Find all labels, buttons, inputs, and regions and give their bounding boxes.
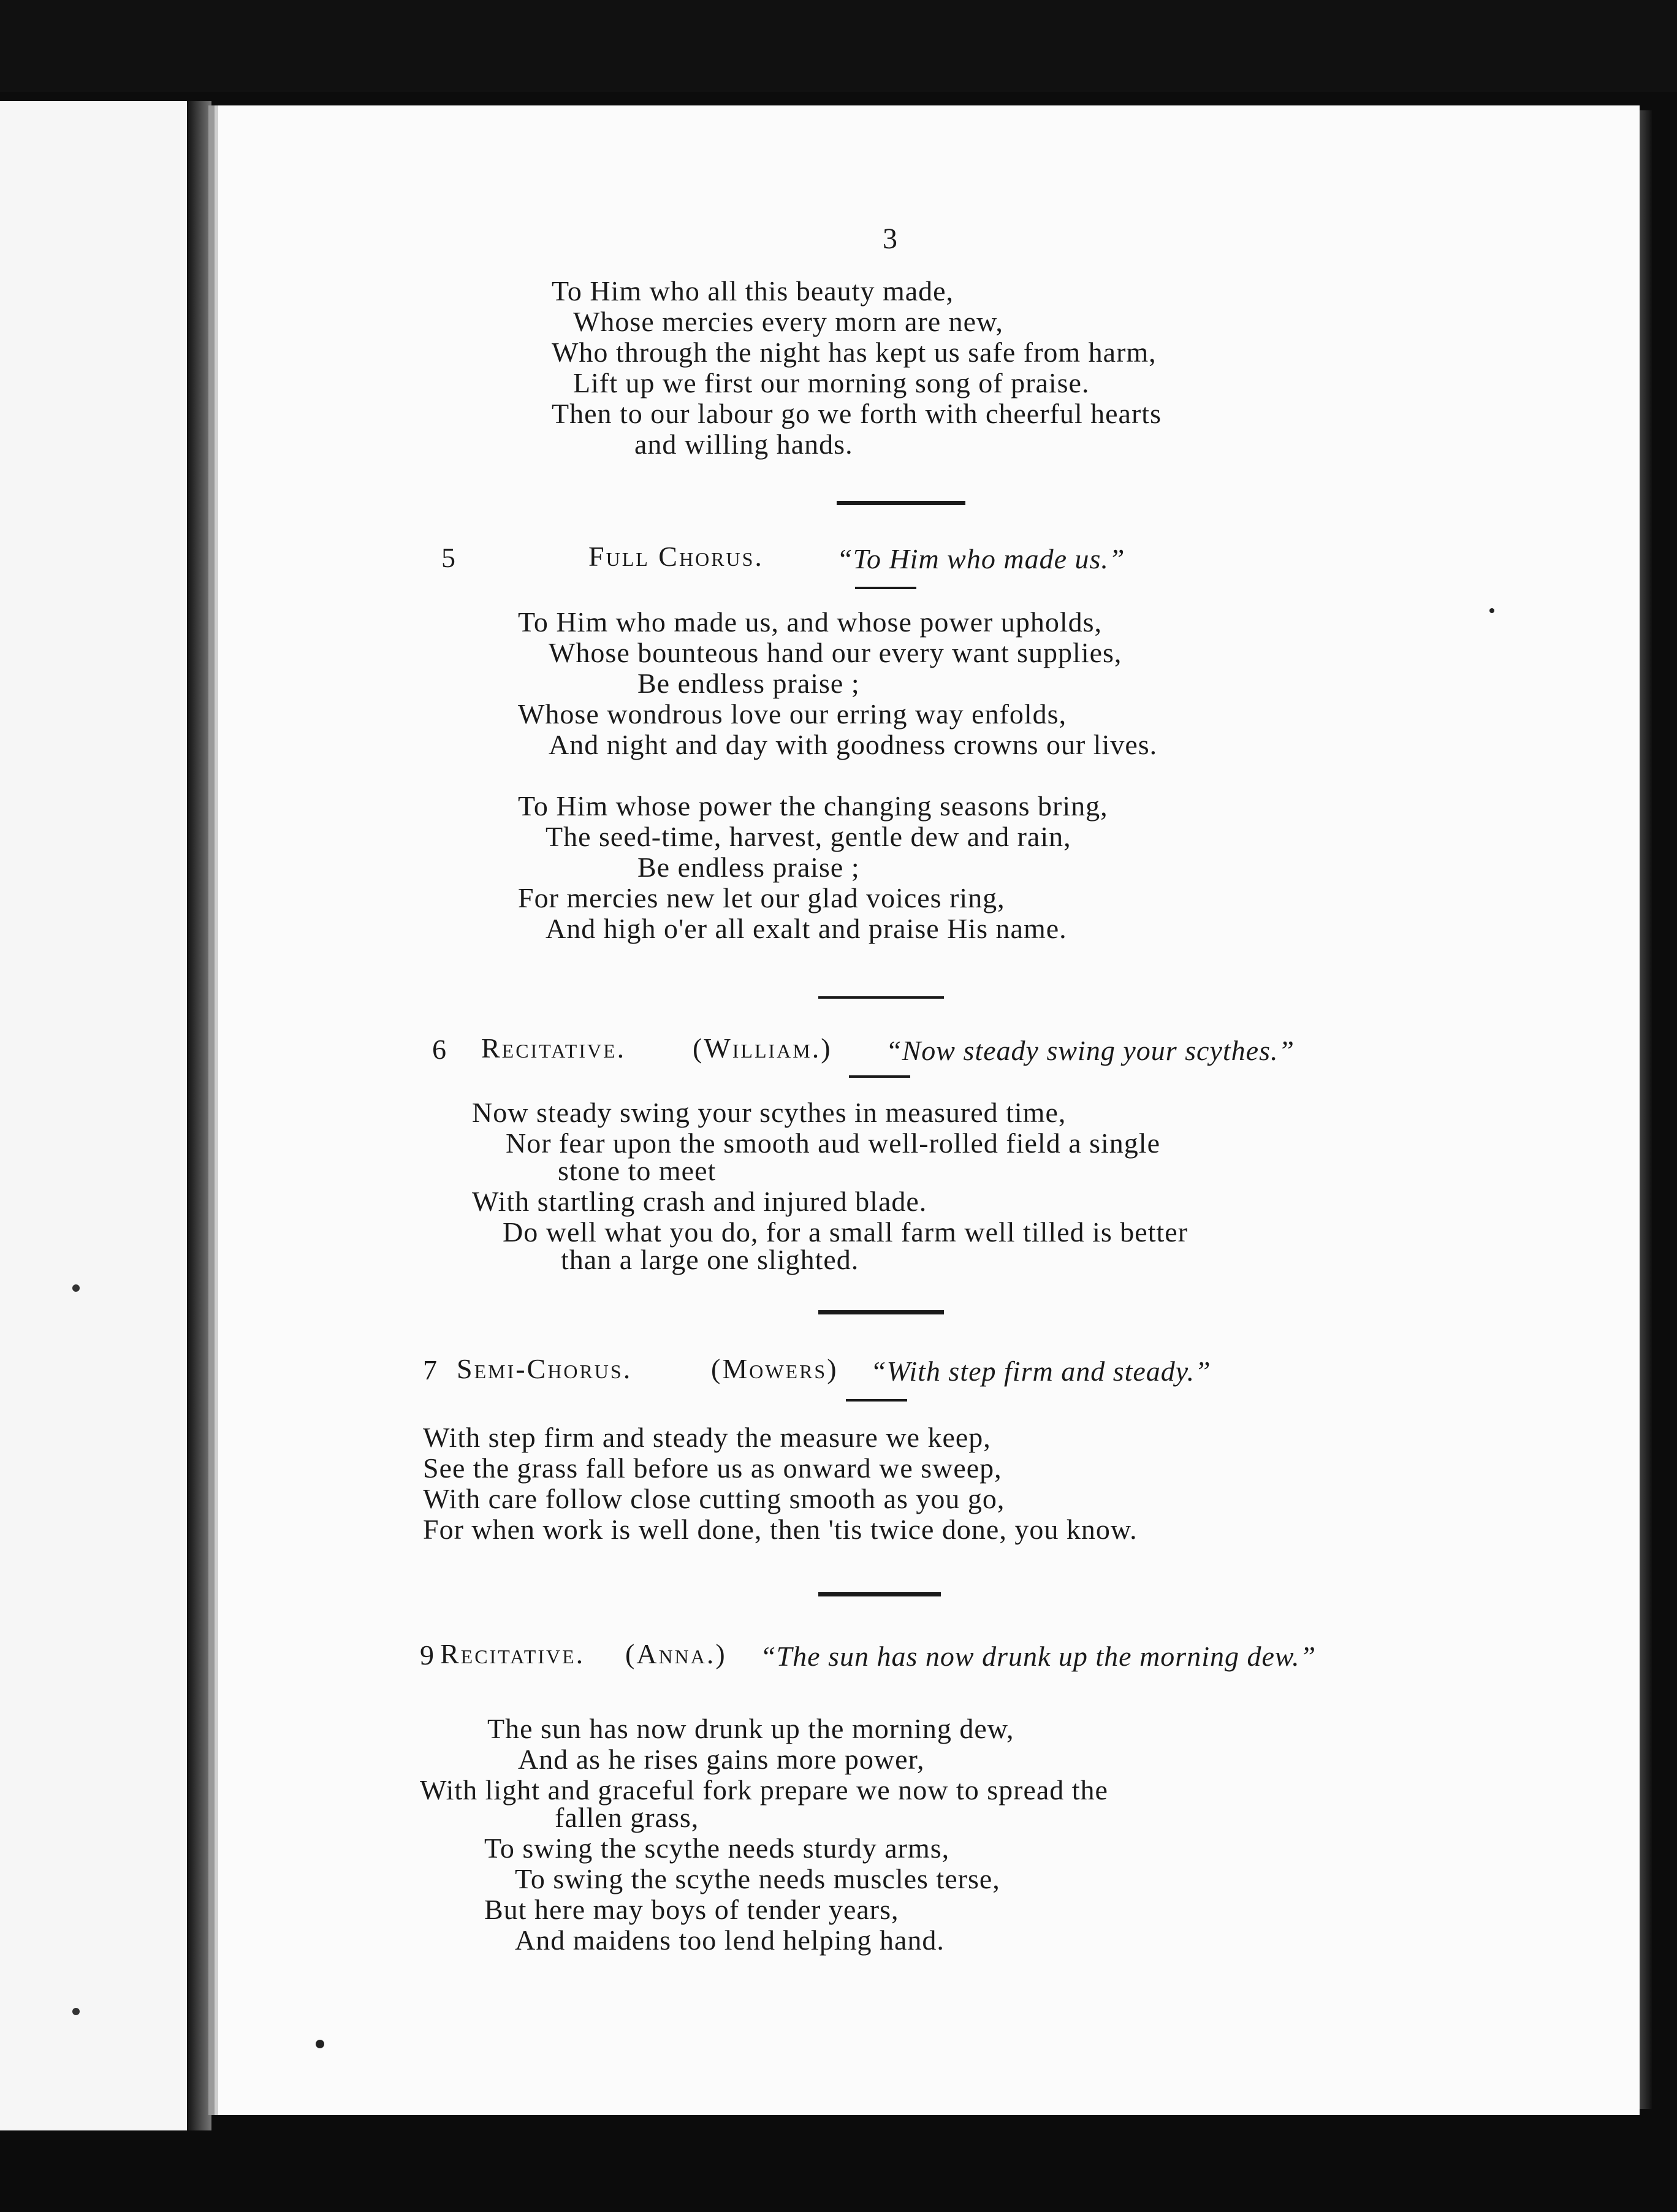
heading-rule <box>855 587 916 589</box>
verse-line: And maidens too lend helping hand. <box>515 1924 945 1956</box>
section-incipit: “The sun has now drunk up the morning dew.” <box>760 1641 1317 1672</box>
verse-line: For mercies new let our glad voices ring, <box>518 882 1005 913</box>
section-heading: Semi-Chorus. <box>457 1353 633 1384</box>
ink-speck <box>1489 608 1494 613</box>
section-performer: (Anna.) <box>625 1638 727 1669</box>
verse-line: And night and day with goodness crowns our lives. <box>549 729 1158 760</box>
verse-line: Be endless praise ; <box>637 668 860 699</box>
section-number: 5 <box>441 542 456 573</box>
section-divider <box>818 1592 941 1596</box>
verse-line: Be endless praise ; <box>637 852 860 883</box>
verse-line: With step firm and steady the measure we keep, <box>423 1422 991 1453</box>
section-number: 6 <box>432 1034 447 1065</box>
verse-line: And high o'er all exalt and praise His name. <box>546 913 1067 944</box>
verse-line: Then to our labour go we forth with cheerful hearts <box>552 398 1162 429</box>
section-divider <box>818 996 944 999</box>
verse-line: For when work is well done, then 'tis twice done, you know. <box>423 1514 1138 1545</box>
verse-line: Whose bounteous hand our every want supplies, <box>549 637 1122 668</box>
scan-background <box>0 0 1677 92</box>
heading-rule <box>849 1075 910 1078</box>
section-performer: (William.) <box>693 1032 832 1064</box>
verse-line: and willing hands. <box>634 429 853 460</box>
verse-line: The sun has now drunk up the morning dew, <box>487 1713 1014 1744</box>
section-performer: (Mowers) <box>711 1353 838 1384</box>
verse-line: With care follow close cutting smooth as you go, <box>423 1483 1005 1514</box>
section-heading: Recitative. <box>440 1638 585 1669</box>
verse-line: Whose wondrous love our erring way enfolds, <box>518 698 1067 730</box>
verse-line: To swing the scythe needs sturdy arms, <box>484 1833 950 1864</box>
verse-line: To Him whose power the changing seasons bring, <box>518 790 1108 822</box>
verse-line: Now steady swing your scythes in measured time, <box>472 1097 1067 1128</box>
facing-page-left <box>0 101 189 2130</box>
verse-line: See the grass fall before us as onward we sweep, <box>423 1452 1002 1484</box>
book-spine <box>187 101 211 2130</box>
speck <box>72 1284 80 1292</box>
verse-line: Who through the night has kept us safe from harm, <box>552 337 1157 368</box>
ink-speck <box>316 2040 324 2048</box>
verse-line: The seed-time, harvest, gentle dew and rain, <box>546 821 1071 852</box>
page-number: 3 <box>883 223 898 255</box>
verse-line: With light and graceful fork prepare we now to spread the <box>420 1774 1108 1806</box>
section-heading: Full Chorus. <box>588 541 764 572</box>
section-heading: Recitative. <box>481 1032 626 1064</box>
verse-line: And as he rises gains more power, <box>518 1744 925 1775</box>
section-divider <box>837 501 965 505</box>
book-page <box>208 105 1640 2115</box>
section-incipit: “To Him who made us.” <box>837 543 1125 574</box>
section-number: 7 <box>423 1354 438 1386</box>
verse-line: To Him who made us, and whose power upholds, <box>518 606 1102 638</box>
heading-rule <box>846 1399 907 1402</box>
section-incipit: “Now steady swing your scythes.” <box>886 1035 1295 1066</box>
verse-line: With startling crash and injured blade. <box>472 1186 927 1217</box>
verse-line: than a large one slighted. <box>561 1244 859 1275</box>
section-incipit: “With step firm and steady.” <box>870 1356 1211 1387</box>
verse-line: Lift up we first our morning song of praise. <box>573 367 1090 399</box>
verse-line: Nor fear upon the smooth aud well-rolled field a single <box>506 1127 1160 1159</box>
verse-line: Do well what you do, for a small farm well tilled is better <box>503 1216 1188 1248</box>
verse-line: But here may boys of tender years, <box>484 1894 899 1925</box>
section-divider <box>818 1310 944 1314</box>
verse-line: Whose mercies every morn are new, <box>573 306 1003 337</box>
speck <box>72 2008 80 2015</box>
verse-line: To swing the scythe needs muscles terse, <box>515 1863 1000 1894</box>
verse-line: fallen grass, <box>555 1802 699 1833</box>
verse-line: To Him who all this beauty made, <box>552 275 954 307</box>
section-number: 9 <box>420 1639 435 1671</box>
verse-line: stone to meet <box>558 1155 717 1186</box>
